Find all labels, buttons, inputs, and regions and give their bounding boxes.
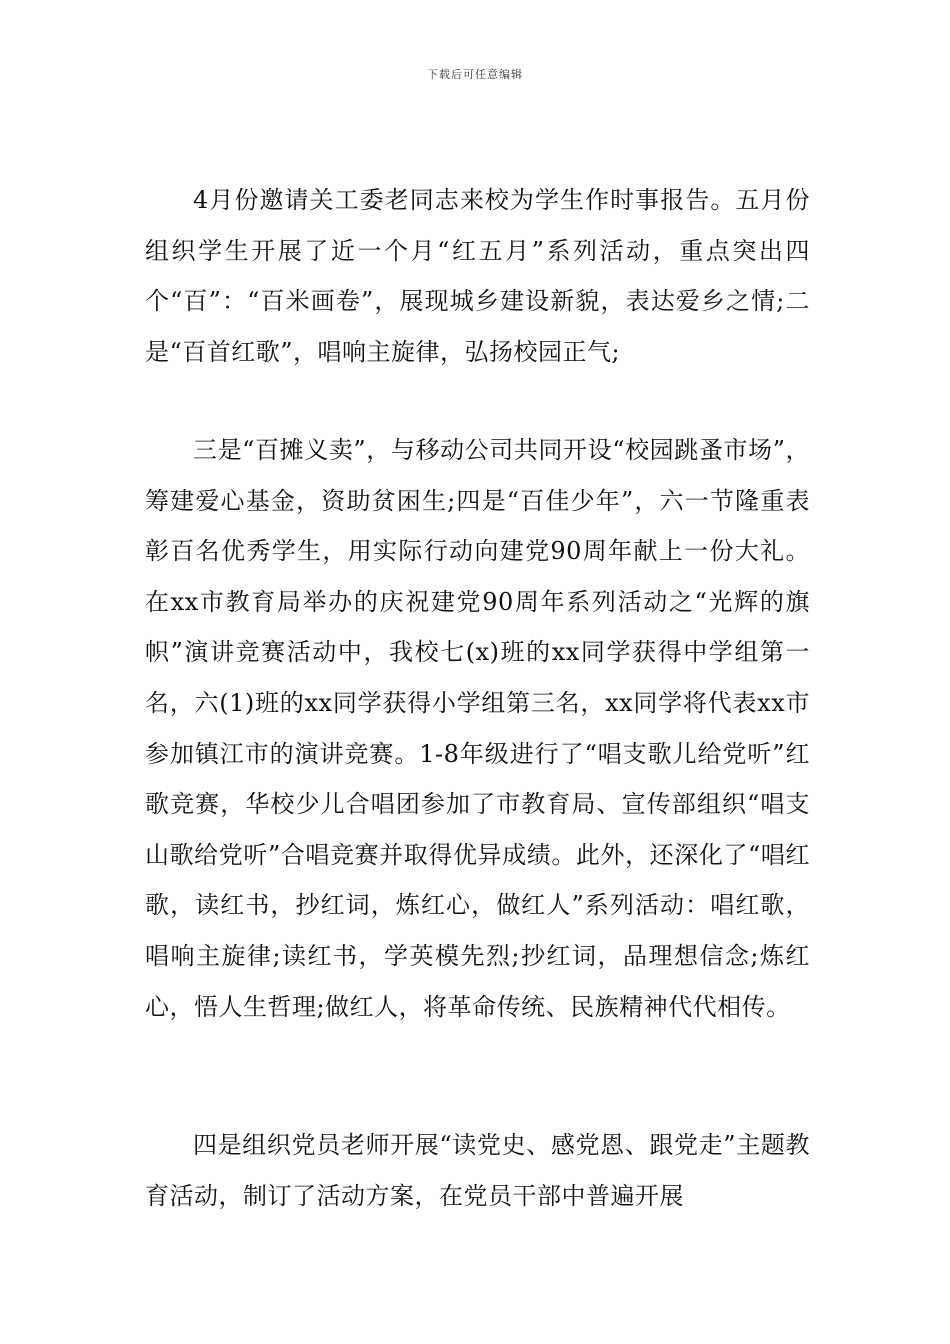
- paragraph-1: [145, 175, 810, 377]
- paragraph-text: 4月份邀请关工委老同志来校为学生作时事报告。五月份组织学生开展了近一个月“红五月”系列活动，重点突出四个“百”：“百米画卷”，展现城乡建设新貌，表达爱乡之情;二是“百首红歌”，唱响主旋律，弘扬校园正气;: [145, 186, 810, 366]
- paragraph-3: [145, 1120, 810, 1221]
- paragraph-2: [145, 425, 810, 1032]
- paragraph-text: 四是组织党员老师开展“读党史、感党恩、跟党走”主题教育活动，制订了活动方案，在党员干部中普遍开展: [145, 1131, 810, 1210]
- page-header-note: 下载后可任意编辑: [427, 68, 523, 81]
- paragraph-text: 三是“百摊义卖”，与移动公司共同开设“校园跳蚤市场”，筹建爱心基金，资助贫困生;四是“百佳少年”，六一节隆重表彰百名优秀学生，用实际行动向建党90周年献上一份大礼。在xx市教育局举办的庆祝建党90周年系列活动之“光辉的旗帜”演讲竞赛活动中，我校七(x)班的xx同学获得中学组第一名，六(1)班的xx同学获得小学组第三名，xx同学将代表xx市参加镇江市的演讲竞赛。1-8年级进行了“唱支歌儿给党听”红歌竞赛，华校少儿合唱团参加了市教育局、宣传部组织“唱支山歌给党听”合唱竞赛并取得优异成绩。此外，还深化了“唱红歌，读红书，抄红词，炼红心，做红人”系列活动：唱红歌，唱响主旋律;读红书，学英模先烈;抄红词，品理想信念;炼红心，悟人生哲理;做红人，将革命传统、民族精神代代相传。: [145, 436, 810, 1021]
